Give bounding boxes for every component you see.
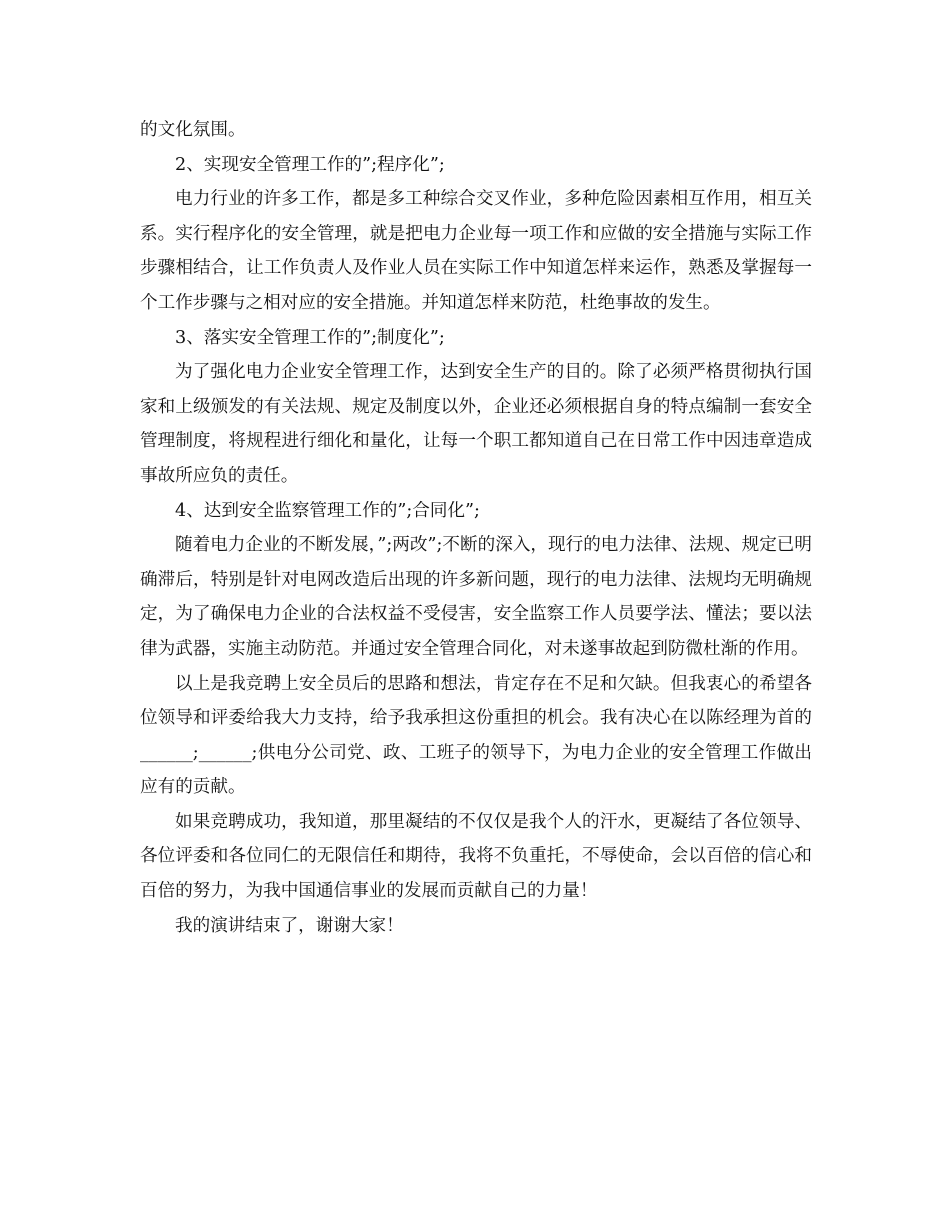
paragraph-procedure: 电力行业的许多工作，都是多工种综合交叉作业，多种危险因素相互作用，相互关系。实行程序化的安全管理，就是把电力企业每一项工作和应做的安全措施与实际工作步骤相结合，让工作负责人及作业人员在实际工作中知道怎样来运作，熟悉及掌握每一个工作步骤与之相对应的安全措施。并知道怎样来防范，杜绝事故的发生。 [140,189,812,313]
paragraph-continuation: 的文化氛围。 [140,120,246,140]
paragraph-system: 为了强化电力企业安全管理工作，达到安全生产的目的。除了必须严格贯彻执行国家和上级颁发的有关法规、规定及制度以外，企业还必须根据自身的特点编制一套安全管理制度，将规程进行细化和量化，让每一个职工都知道自己在日常工作中因违章造成事故所应负的责任。 [140,362,812,486]
paragraph-thanks: 我的演讲结束了，谢谢大家！ [175,915,404,936]
paragraph-summary: 以上是我竞聘上安全员后的思路和想法，肯定存在不足和欠缺。但我衷心的希望各位领导和评委给我大力支持，给予我承担这份重担的机会。我有决心在以陈经理为首的______;______;供电分公司党、政、工班子的领导下，为电力企业的安全管理工作做出应有的贡献。 [140,673,812,798]
section-heading-2: 2、实现安全管理工作的”;程序化”; [175,154,445,175]
document-body [140,113,812,943]
paragraph-contract: 随着电力企业的不断发展，”;两改”;不断的深入，现行的电力法律、法规、规定已明确滞后，特别是针对电网改造后出现的许多新问题，现行的电力法律、法规均无明确规定，为了确保电力企业的合法权益不受侵害，安全监察工作人员要学法、懂法；要以法律为武器，实施主动防范。并通过安全管理合同化，对未遂事故起到防微杜渐的作用。 [140,535,812,659]
paragraph-closing: 如果竞聘成功，我知道，那里凝结的不仅仅是我个人的汗水，更凝结了各位领导、各位评委和各位同仁的无限信任和期待，我将不负重托，不辱使命，会以百倍的信心和百倍的努力，为我中国通信事业的发展而贡献自己的力量！ [140,811,812,902]
section-heading-3: 3、落实安全管理工作的”;制度化”; [175,327,445,348]
section-heading-4: 4、达到安全监察管理工作的”;合同化”; [175,500,480,521]
